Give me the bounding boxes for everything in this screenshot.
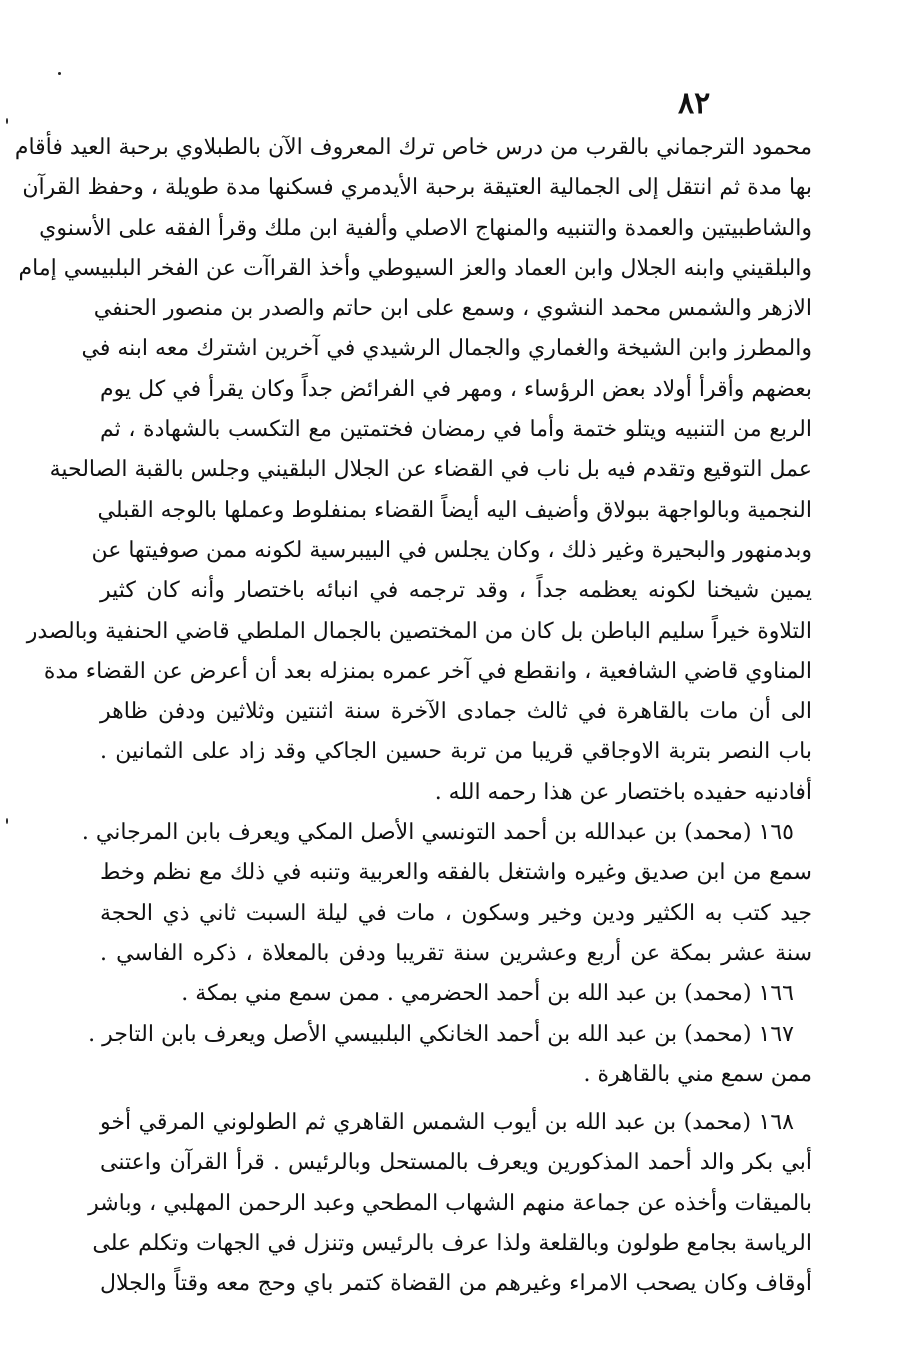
text-line: وبدمنهور والبحيرة وغير ذلك ، وكان يجلس في البيبرسية لكونه ممن صوفيتها عن [91, 537, 812, 563]
entry-heading-line: ١٦٦ (محمد) بن عبد الله بن أحمد الحضرمي . ممن سمع مني بمكة . [181, 981, 794, 1007]
text-line: والبلقيني وابنه الجلال وابن العماد والعز السيوطي وأخذ القراآت عن الفخر البلبيسي إمام [18, 255, 812, 281]
entry-165 [81, 813, 812, 974]
text-line: النجمية وبالواجهة ببولاق وأضيف اليه أيضاً القضاء بمنفلوط وعملها بالوجه القبلي [97, 497, 812, 523]
text-line: بها مدة ثم انتقل إلى الجمالية العتيقة برحبة الأيدمري فسكنها مدة طويلة ، وحفظ القرآن [22, 175, 812, 201]
scan-speck [6, 818, 8, 824]
text-line: المناوي قاضي الشافعية ، وانقطع في آخر عمره بمنزله بعد أن أعرض عن القضاء مدة [43, 658, 812, 684]
scan-speck [6, 118, 8, 124]
text-line: محمود الترجماني بالقرب من درس خاص ترك المعروف الآن بالطبلاوي برحبة العيد فأقام [14, 135, 812, 160]
text-line: بعضهم وأقرأ أولاد بعض الرؤساء ، ومهر في الفرائض جداً وكان يقرأ في كل يوم [100, 376, 812, 402]
text-line: الربع من التنبيه ويتلو ختمة وأما في رمضان فختمتين مع التكسب بالشهادة ، ثم [100, 417, 812, 443]
text-line: أبي بكر والد أحمد المذكورين ويعرف بالمستحل وبالرئيس . قرأ القرآن واعتنى [100, 1150, 812, 1176]
text-line: الرياسة بجامع طولون وبالقلعة ولذا عرف بالرئيس وتنزل في الجهات وتكلم على [92, 1231, 812, 1257]
text-line: التلاوة خيراً سليم الباطن بل كان من المختصين بالجمال الملطي قاضي الحنفية وبالصدر [26, 618, 812, 644]
entry-heading-line: ١٦٧ (محمد) بن عبد الله بن أحمد الخانكي البلبيسي الأصل ويعرف بابن التاجر . [88, 1021, 794, 1047]
text-line: الى أن مات بالقاهرة في ثالث جمادى الآخرة سنة اثنتين وثلاثين ودفن ظاهر [100, 699, 812, 725]
paragraph-gap [100, 1095, 812, 1103]
text-line: الازهر والشمس محمد النشوي ، وسمع على ابن حاتم والصدر بن منصور الحنفي [93, 296, 812, 322]
text-line: والمطرز وابن الشيخة والغماري والجمال الرشيدي في آخرين اشترك معه ابنه في [81, 336, 812, 362]
text-line: عمل التوقيع وتقدم فيه بل ناب في القضاء عن الجلال البلقيني وجلس بالقبة الصالحية [49, 457, 812, 483]
text-line: والشاطبيتين والعمدة والتنبيه والمنهاج الاصلي وألفية ابن ملك وقرأ الفقه على الأسنوي [39, 215, 812, 241]
paragraph-biography-continued [14, 128, 812, 813]
scan-speck [58, 72, 61, 75]
text-line: ممن سمع مني بالقاهرة . [583, 1061, 812, 1087]
entry-166 [100, 974, 812, 1014]
page-number: ٨٢ [678, 86, 711, 121]
entry-heading-line: ١٦٥ (محمد) بن عبدالله بن أحمد التونسي الأصل المكي ويعرف بابن المرجاني . [81, 820, 794, 846]
text-line: سمع من ابن صديق وغيره واشتغل بالفقه والعربية وتنبه في ذلك مع نظم وخط [100, 860, 812, 886]
text-line: بالميقات وأخذه عن جماعة منهم الشهاب المطحي وعبد الرحمن المهلبي ، وباشر [88, 1190, 812, 1216]
text-line: أوقاف وكان يصحب الامراء وغيرهم من القضاة كتمر باي وحج معه وقتاً والجلال [100, 1271, 812, 1297]
text-line: سنة عشر بمكة عن أربع وعشرين سنة تقريبا ودفن بالمعلاة ، ذكره الفاسي . [100, 940, 812, 966]
text-line: جيد كتب به الكثير ودين وخير وسكون ، مات في ليلة السبت ثاني ذي الحجة [100, 900, 812, 926]
text-line: أفادنيه حفيده باختصار عن هذا رحمه الله . [434, 779, 812, 805]
page-body [14, 128, 812, 1305]
text-line: يمين شيخنا لكونه يعظمه جداً ، وقد ترجمه في انبائه باختصار وأنه كان كثير [100, 578, 812, 604]
entry-168 [88, 1103, 812, 1304]
entry-heading-line: ١٦٨ (محمد) بن عبد الله بن أيوب الشمس القاهري ثم الطولوني المرقي أخو [100, 1110, 794, 1136]
text-line: باب النصر بتربة الاوجاقي قريبا من تربة حسين الجاكي وقد زاد على الثمانين . [100, 739, 812, 765]
entry-167 [88, 1015, 812, 1096]
